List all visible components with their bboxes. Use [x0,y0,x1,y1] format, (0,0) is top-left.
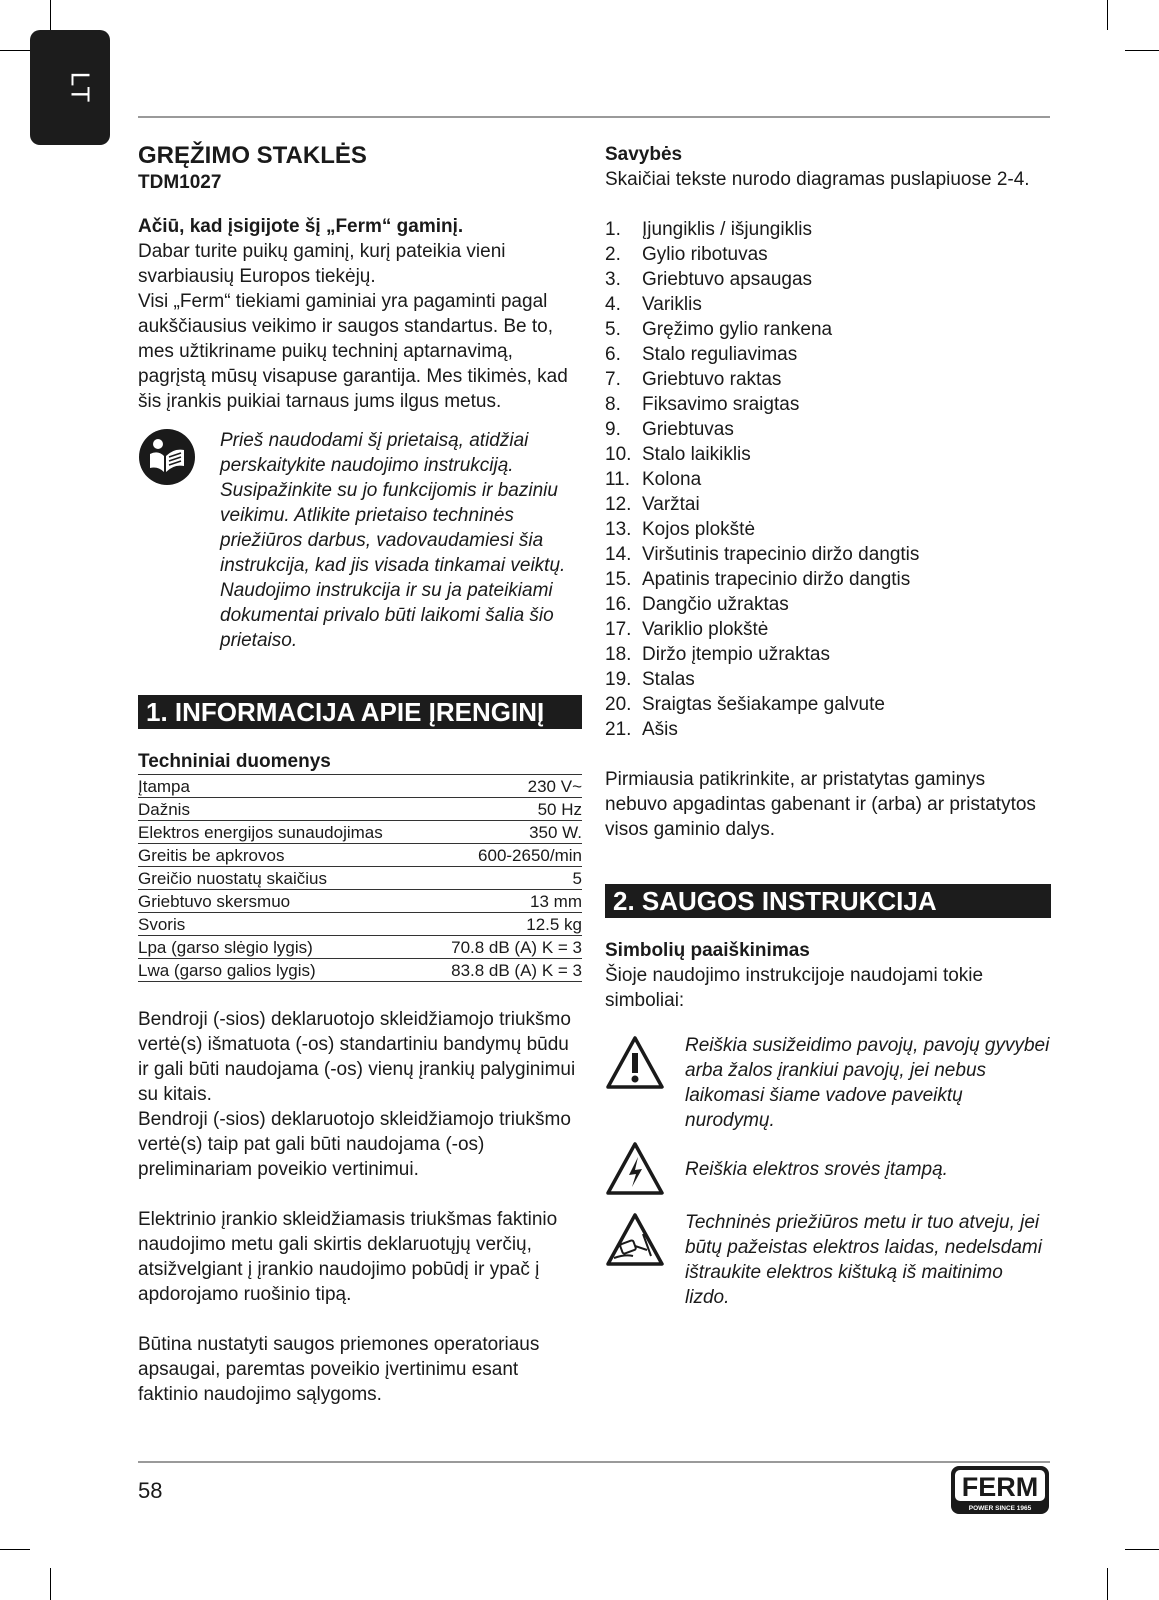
section-heading: 2. SAUGOS INSTRUKCIJA [605,884,1051,918]
spec-table [138,774,582,982]
spec-label: Dažnis [138,798,427,821]
spec-value: 350 W. [427,821,582,844]
check-paragraph: Pirmiausia patikrinkite, ar pristatytas gaminys nebuvo apgadintas gabenant ir (arba) ar pristatytos visos gaminio dalys. [605,769,1036,840]
part-label: Gręžimo gylio rankena [642,319,833,340]
spec-label: Greitis be apkrovos [138,844,427,867]
right-column [605,142,1051,1316]
crop-mark [1125,1549,1159,1550]
part-label: Diržo įtempio užraktas [642,644,830,665]
part-label: Kojos plokštė [642,519,756,540]
part-label: Varžtai [642,494,700,515]
crop-mark [50,1568,51,1600]
spec-label: Elektros energijos sunaudojimas [138,821,427,844]
spec-row [138,959,582,982]
part-item [605,667,1051,692]
part-label: Stalas [642,669,695,690]
ferm-logo [950,1465,1050,1520]
part-item [605,417,1051,442]
body-paragraph: Būtina nustatyti saugos priemones operatoriaus apsaugai, paremtas poveikio įvertinimu esant faktinio naudojimo sąlygoms. [138,1334,540,1405]
spec-value: 70.8 dB (A) K = 3 [427,936,582,959]
part-label: Griebtuvas [642,419,734,440]
spec-label: Greičio nuostatų skaičius [138,867,427,890]
spec-value: 50 Hz [427,798,582,821]
part-label: Dangčio užraktas [642,594,789,615]
part-label: Variklio plokštė [642,619,769,640]
crop-mark [0,1549,30,1550]
spec-label: Įtampa [138,775,427,798]
top-rule [138,116,1050,118]
part-item [605,542,1051,567]
part-item [605,367,1051,392]
spec-row [138,936,582,959]
spec-label: Griebtuvo skersmuo [138,890,427,913]
warning-triangle-icon [605,1033,685,1133]
part-label: Stalo laikiklis [642,444,751,465]
spec-label: Svoris [138,913,427,936]
part-item [605,492,1051,517]
part-number: 7. [605,369,621,390]
spacer [138,1307,582,1332]
spacer [138,982,582,1007]
spacer [138,729,582,749]
part-item [605,217,1051,242]
part-item [605,467,1051,492]
part-number: 3. [605,269,621,290]
spacer [138,1182,582,1207]
part-number: 4. [605,294,621,315]
part-item [605,642,1051,667]
symbol-text: Reiškia susižeidimo pavojų, pavojų gyvybei arba žalos įrankiui pavojų, jei nebus laikomasi šiame vadove paveiktų nurodymų. [685,1035,1050,1131]
part-number: 21. [605,719,632,740]
part-label: Ašis [642,719,678,740]
part-label: Stalo reguliavimas [642,344,798,365]
crop-mark [1125,50,1159,51]
part-item [605,717,1051,742]
spacer [605,842,1051,884]
part-label: Įjungiklis / išjungiklis [642,219,813,240]
part-number: 6. [605,344,621,365]
part-item [605,617,1051,642]
part-number: 20. [605,694,632,715]
read-manual-icon [138,428,220,653]
spec-value: 5 [427,867,582,890]
part-number: 5. [605,319,621,340]
part-label: Fiksavimo sraigtas [642,394,800,415]
spec-row [138,913,582,936]
body-paragraph: Elektrinio įrankio skleidžiamasis triukšmas faktinio naudojimo metu gali skirtis deklaruotųjų verčių, atsižvelgiant į įrankio naudojimo pobūdį ir ypač į apdorojamo ruošinio tipą. [138,1209,558,1305]
part-label: Variklis [642,294,702,315]
part-number: 17. [605,619,632,640]
body-paragraph: Bendroji (-sios) deklaruotojo skleidžiamojo triukšmo vertė(s) išmatuota (-os) standartiniu bandymų būdu ir gali būti naudojama (-os) vienų įrankių palyginimui su kitais. [138,1009,576,1105]
language-tab-label: LT [65,71,96,105]
symbols-title: Simbolių paaiškinimas [605,940,810,961]
symbol-row [605,1210,1051,1310]
spec-value: 13 mm [427,890,582,913]
part-item [605,317,1051,342]
crop-mark [0,50,30,51]
spec-row [138,890,582,913]
body-paragraph: Bendroji (-sios) deklaruotojo skleidžiamojo triukšmo vertė(s) taip pat gali būti naudojama (-os) preliminariam poveikio vertinimui. [138,1109,571,1180]
part-number: 10. [605,444,632,465]
spec-row [138,775,582,798]
part-label: Viršutinis trapecinio diržo dangtis [642,544,920,565]
part-label: Griebtuvo apsaugas [642,269,813,290]
manual-note-text: Prieš naudodami šį prietaisą, atidžiai perskaitykite naudojimo instrukciją. Susipažinkite su jo funkcijomis ir baziniu veikimu. Atlikite prietaiso techninės priežiūros darbus, vadovaudamiesi šia instrukcija, kad jis visada tinkamai veiktų. Naudojimo instrukcija ir su ja pateikiami dokumentai privalo būti laikomi šalia šio prietaiso. [220,430,566,651]
unplug-icon [605,1210,685,1310]
spec-row [138,844,582,867]
part-number: 19. [605,669,632,690]
spacer [605,918,1051,938]
features-intro: Skaičiai tekste nurodo diagramas puslapiuose 2-4. [605,169,1030,190]
crop-mark [1107,1568,1108,1600]
spec-row [138,798,582,821]
thanks-heading: Ačiū, kad įsigijote šį „Ferm“ gaminį. [138,216,464,237]
electric-voltage-icon [605,1139,685,1204]
part-item [605,242,1051,267]
part-label: Kolona [642,469,702,490]
manual-note [138,428,582,653]
part-item [605,442,1051,467]
spacer [605,192,1051,217]
part-number: 8. [605,394,621,415]
part-item [605,692,1051,717]
part-number: 13. [605,519,632,540]
part-number: 16. [605,594,632,615]
part-item [605,567,1051,592]
page-number: 58 [138,1478,163,1503]
spec-value: 230 V~ [427,775,582,798]
spacer [138,653,582,695]
language-tab [30,30,110,145]
part-number: 9. [605,419,621,440]
features-title: Savybės [605,144,683,165]
intro-paragraph: Visi „Ferm“ tiekiami gaminiai yra pagaminti pagal aukščiausius veikimo ir saugos standartus. Be to, mes užtikriname puikų techninį aptarnavimą, pagrįstą mūsų visapuse garantija. Mes tikimės, kad šis įrankis puikiai tarnaus jums ilgus metus. [138,291,568,412]
spacer [138,196,582,214]
part-number: 14. [605,544,632,565]
spacer [605,742,1051,767]
svg-text:POWER SINCE 1965: POWER SINCE 1965 [968,1505,1032,1512]
spec-title: Techniniai duomenys [138,751,331,772]
part-item [605,592,1051,617]
part-number: 11. [605,469,631,490]
model-number: TDM1027 [138,172,222,193]
spec-value: 600-2650/min [427,844,582,867]
part-item [605,292,1051,317]
part-item [605,517,1051,542]
part-item [605,342,1051,367]
spec-row [138,867,582,890]
part-number: 18. [605,644,632,665]
part-number: 1. [605,219,621,240]
spec-label: Lwa (garso galios lygis) [138,959,427,982]
part-number: 15. [605,569,632,590]
symbol-text: Techninės priežiūros metu ir tuo atveju, jei būtų pažeistas elektros laidas, nedelsdami ištraukite elektros kištuką iš maitinimo lizdo. [685,1212,1042,1308]
section-heading: 1. INFORMACIJA APIE ĮRENGINĮ [138,695,582,729]
spacer [605,1013,1051,1033]
spec-value: 12.5 kg [427,913,582,936]
part-label: Gylio ribotuvas [642,244,768,265]
part-label: Griebtuvo raktas [642,369,782,390]
intro-paragraph: Dabar turite puikų gaminį, kurį pateikia vieni svarbiausių Europos tiekėjų. [138,241,506,287]
spec-row [138,821,582,844]
parts-list [605,217,1051,742]
symbol-row [605,1139,1051,1204]
part-number: 12. [605,494,632,515]
spec-label: Lpa (garso slėgio lygis) [138,936,427,959]
spec-value: 83.8 dB (A) K = 3 [427,959,582,982]
part-item [605,267,1051,292]
symbol-text: Reiškia elektros srovės įtampą. [685,1159,948,1180]
symbols-intro: Šioje naudojimo instrukcijoje naudojami tokie simboliai: [605,965,984,1011]
symbol-row [605,1033,1051,1133]
part-number: 2. [605,244,621,265]
svg-text:FERM: FERM [961,1472,1039,1502]
left-column [138,142,582,1407]
crop-mark [50,0,51,30]
part-label: Apatinis trapecinio diržo dangtis [642,569,911,590]
page-title: GRĘŽIMO STAKLĖS [138,142,367,169]
crop-mark [1107,0,1108,30]
part-label: Sraigtas šešiakampe galvute [642,694,885,715]
bottom-rule [138,1461,1050,1463]
part-item [605,392,1051,417]
